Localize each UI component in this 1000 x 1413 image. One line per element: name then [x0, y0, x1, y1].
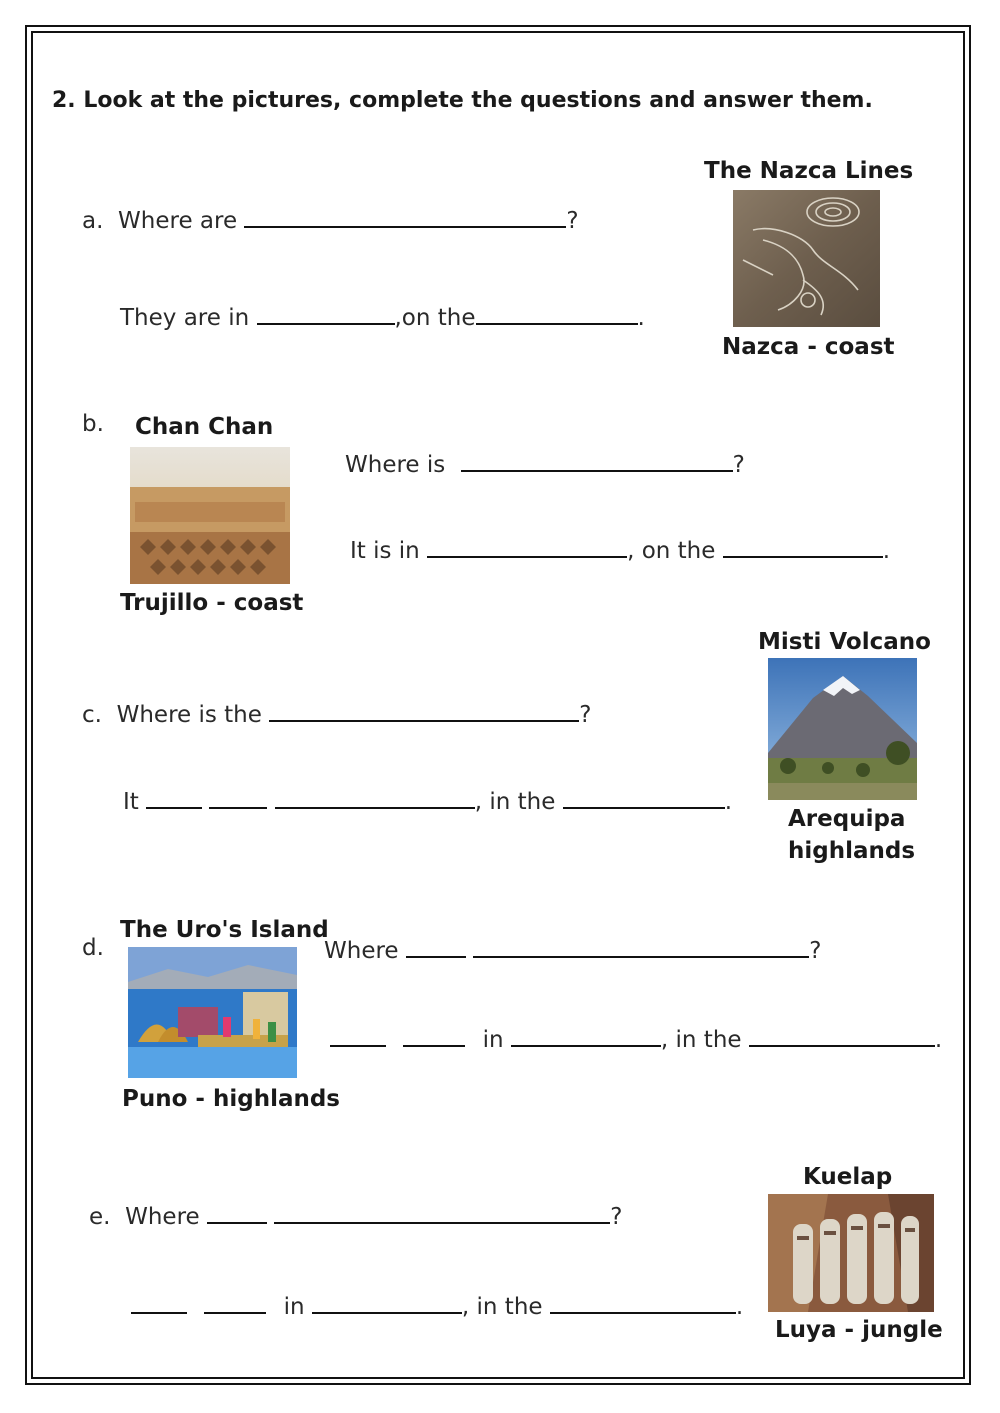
- item-c-question-mark: ?: [579, 702, 592, 728]
- item-d-answer-line: [330, 1023, 942, 1053]
- item-e-question: Where: [125, 1204, 200, 1230]
- item-a-answer-line: [120, 301, 645, 331]
- item-d-place-title: The Uro's Island: [120, 917, 329, 943]
- item-e-answer-mid: , in the: [461, 1294, 543, 1320]
- uros-island-photo: [128, 947, 297, 1078]
- item-d-answer-blank-2[interactable]: [403, 1023, 465, 1047]
- item-b-question-line: [345, 448, 745, 478]
- item-b-letter: b.: [82, 411, 104, 437]
- item-c-place-caption-2: highlands: [788, 838, 916, 864]
- item-e-question-blank-2[interactable]: [274, 1200, 610, 1224]
- item-a-answer-end: .: [637, 305, 645, 331]
- item-b-answer-mid: , on the: [627, 538, 716, 564]
- item-a-answer-blank-1[interactable]: [257, 301, 395, 325]
- item-b-question-mark: ?: [732, 452, 745, 478]
- item-c-answer-blank-4[interactable]: [563, 785, 725, 809]
- item-b-place-caption: Trujillo - coast: [120, 590, 304, 616]
- item-d-answer-blank-4[interactable]: [749, 1023, 935, 1047]
- item-c-place-caption-1: Arequipa: [788, 806, 906, 832]
- item-e-answer-line: [131, 1290, 743, 1320]
- item-d-answer-blank-3[interactable]: [511, 1023, 661, 1047]
- item-e-answer-in: in: [283, 1294, 305, 1320]
- item-a-question-blank[interactable]: [244, 204, 566, 228]
- item-a-answer-blank-2[interactable]: [476, 301, 638, 325]
- item-a-place-caption: Nazca - coast: [722, 334, 895, 360]
- item-c-letter: c.: [82, 702, 102, 728]
- item-d-question-line: [324, 934, 821, 964]
- item-d-place-caption: Puno - highlands: [122, 1086, 340, 1112]
- item-b-place-title: Chan Chan: [135, 414, 274, 440]
- item-c-question-line: [82, 698, 591, 728]
- item-a-place-title: The Nazca Lines: [704, 158, 914, 184]
- item-d-question: Where: [324, 938, 399, 964]
- item-d-answer-in: in: [482, 1027, 504, 1053]
- item-b-answer-end: .: [882, 538, 891, 564]
- item-b-answer-blank-1[interactable]: [427, 534, 627, 558]
- item-e-answer-blank-3[interactable]: [312, 1290, 462, 1314]
- item-b-question-blank[interactable]: [461, 448, 733, 472]
- nazca-lines-photo: [733, 190, 880, 327]
- item-a-answer-start: They are in: [120, 305, 250, 331]
- item-d-question-mark: ?: [809, 938, 822, 964]
- item-a-question-mark: ?: [566, 208, 579, 234]
- instruction-heading: 2. Look at the pictures, complete the questions and answer them.: [52, 88, 873, 113]
- item-c-question: Where is the: [116, 702, 262, 728]
- item-e-answer-blank-1[interactable]: [131, 1290, 187, 1314]
- item-c-answer-blank-3[interactable]: [275, 785, 475, 809]
- item-b-answer-blank-2[interactable]: [723, 534, 883, 558]
- item-b-answer-line: [350, 534, 890, 564]
- item-a-answer-mid: ,on the: [394, 305, 476, 331]
- item-e-question-mark: ?: [610, 1204, 623, 1230]
- chan-chan-photo: [130, 447, 290, 584]
- item-d-answer-end: .: [934, 1027, 943, 1053]
- item-e-question-line: [89, 1200, 623, 1230]
- misti-volcano-photo: [768, 658, 917, 800]
- item-a-question: Where are: [118, 208, 238, 234]
- item-b-question: Where is: [345, 452, 446, 478]
- item-c-answer-start: It: [123, 789, 139, 815]
- item-b-answer-start: It is in: [350, 538, 420, 564]
- item-a-question-line: [82, 204, 579, 234]
- item-c-answer-blank-1[interactable]: [146, 785, 202, 809]
- item-e-place-title: Kuelap: [803, 1164, 893, 1190]
- item-c-answer-blank-2[interactable]: [209, 785, 267, 809]
- kuelap-photo: [768, 1194, 934, 1312]
- item-c-question-blank[interactable]: [269, 698, 579, 722]
- item-e-question-blank-1[interactable]: [207, 1200, 267, 1224]
- item-d-question-blank-2[interactable]: [473, 934, 809, 958]
- item-d-answer-blank-1[interactable]: [330, 1023, 386, 1047]
- item-d-answer-mid: , in the: [660, 1027, 742, 1053]
- item-c-answer-end: .: [724, 789, 733, 815]
- item-c-answer-mid: , in the: [474, 789, 556, 815]
- item-a-letter: a.: [82, 208, 104, 234]
- item-e-answer-blank-2[interactable]: [204, 1290, 266, 1314]
- item-d-question-blank-1[interactable]: [406, 934, 466, 958]
- item-c-place-title: Misti Volcano: [758, 629, 931, 655]
- item-e-letter: e.: [89, 1204, 111, 1230]
- item-e-place-caption: Luya - jungle: [775, 1317, 943, 1343]
- item-c-answer-line: [123, 785, 732, 815]
- item-e-answer-end: .: [735, 1294, 744, 1320]
- item-e-answer-blank-4[interactable]: [550, 1290, 736, 1314]
- item-d-letter: d.: [82, 935, 104, 961]
